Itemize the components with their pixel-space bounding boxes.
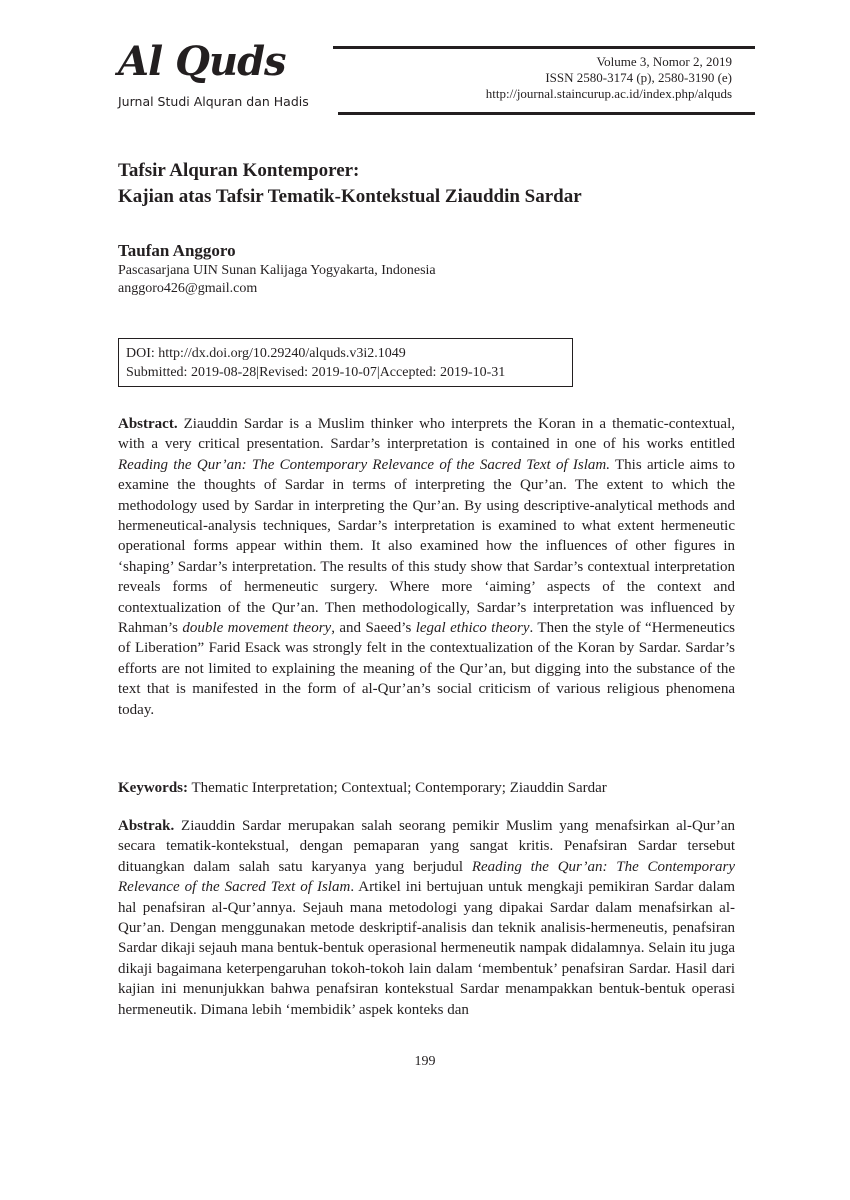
abstract-italic-3: legal ethico theory [415, 620, 530, 637]
author-affiliation: Pascasarjana UIN Sunan Kalijaga Yogyakarta, Indonesia [118, 263, 436, 278]
logo-wordmark: Al Quds [118, 38, 286, 85]
abstract-italic-1: Reading the Qur’an: The Contemporary Relevance of the Sacred Text of Islam. [118, 456, 611, 473]
doi-box [118, 338, 573, 387]
abstrak-italic-1: Reading the Qur’an: The Contemporary Relevance of the Sacred Text of Islam [118, 858, 735, 896]
submission-dates: Submitted: 2019-08-28|Revised: 2019-10-07|Accepted: 2019-10-31 [126, 365, 506, 380]
abstract-text-2: This article aims to examine the thoughts of Sardar in terms of interpreting the Qur’an. The extent to which the methodology used by Sardar in interpreting the Qur’an. By using descriptive-analytical methods and hermeneutical-analysis techniques, Sardar’s interpretation is examined to what extent hermeneutic operational forms appear within them. It also examined how the influences of other figures in ‘shaping’ Sardar’s interpretation. The results of this study show that Sardar’s contextual interpretation reveals forms of hermeneutic surgery. Where more ‘aiming’ aspects of the context and contextualization of the Qur’an. Then methodologically, Sardar’s interpretation was influenced by Rahman’s [118, 456, 735, 637]
abstract-text-4: . Then the style of “Hermeneutics of Liberation” Farid Esack was strongly felt in the contextualization of the Koran by Sardar. Sardar’s efforts are not limited to explaining the meaning of the Qur’an, but digging into the substance of the text that is manifested in the form of al-Qur’an’s social criticism of various religious phenomena today. [118, 620, 736, 718]
keywords-paragraph [118, 778, 735, 798]
abstrak-paragraph [118, 816, 735, 1020]
volume-info: Volume 3, Nomor 2, 2019 [596, 54, 732, 69]
issn-info: ISSN 2580-3174 (p), 2580-3190 (e) [545, 70, 732, 85]
article-title [118, 158, 738, 210]
abstract-italic-2: double movement theory [182, 620, 332, 637]
author-email[interactable]: anggoro426@gmail.com [118, 281, 258, 296]
journal-subtitle: Jurnal Studi Alquran dan Hadis [118, 94, 309, 109]
keywords-text: Thematic Interpretation; Contextual; Contemporary; Ziauddin Sardar [188, 780, 607, 796]
abstrak-text-2: . Artikel ini bertujuan untuk mengkaji pemikiran Sardar dalam hal penafsiran al-Qur’annya. Sejauh mana metodologi yang dipakai Sardar dalam menafsirkan al-Qur’an. Dengan menggunakan metode deskriptif-analisis dan teknik analisis-hermeneutis, penafsiran Sardar dikaji sejauh mana bentuk-bentuk operasional hermeneutik nampak didalamnya. Selain itu juga dikaji bagaimana keterpengaruhan tokoh-tokoh lain dalam ‘membentuk’ penafsiran Sardar. Hasil dari kajian ini menunjukkan bahwa penafsiran kontekstual Sardar menampakkan bentuk-bentuk operasi hermeneutik. Dimana lebih ‘membidik’ aspek konteks dan [118, 879, 735, 1018]
header-rule-bottom [338, 112, 755, 115]
journal-logo [118, 40, 328, 118]
page-number: 199 [414, 1054, 436, 1069]
journal-meta [486, 54, 732, 102]
doi-link[interactable]: DOI: http://dx.doi.org/10.29240/alquds.v3i2.1049 [126, 346, 406, 361]
title-line-2: Kajian atas Tafsir Tematik-Kontekstual Ziauddin Sardar [118, 186, 582, 207]
title-line-1: Tafsir Alquran Kontemporer: [118, 160, 360, 181]
journal-url[interactable]: http://journal.staincurup.ac.id/index.php/alquds [485, 86, 732, 101]
abstract-paragraph [118, 414, 735, 720]
author-block [118, 240, 738, 298]
abstract-text-3: , and Saeed’s [331, 620, 416, 637]
abstrak-label: Abstrak. [118, 818, 175, 834]
abstract-text-1: Ziauddin Sardar is a Muslim thinker who interprets the Koran in a thematic-contextual, with a very critical presentation. Sardar’s interpretation is contained in one of his works entitled [118, 416, 735, 453]
abstract-label: Abstract. [118, 416, 178, 432]
keywords-label: Keywords: [118, 780, 188, 796]
header-rule-top [333, 46, 755, 49]
abstrak-text-1: Ziauddin Sardar merupakan salah seorang pemikir Muslim yang menafsirkan al-Qur’an secara tematik-kontekstual, dengan pemaparan yang sangat kritis. Penafsiran Sardar tersebut dituangkan dalam salah satu karyanya yang berjudul [118, 818, 735, 875]
author-name: Taufan Anggoro [118, 241, 236, 260]
